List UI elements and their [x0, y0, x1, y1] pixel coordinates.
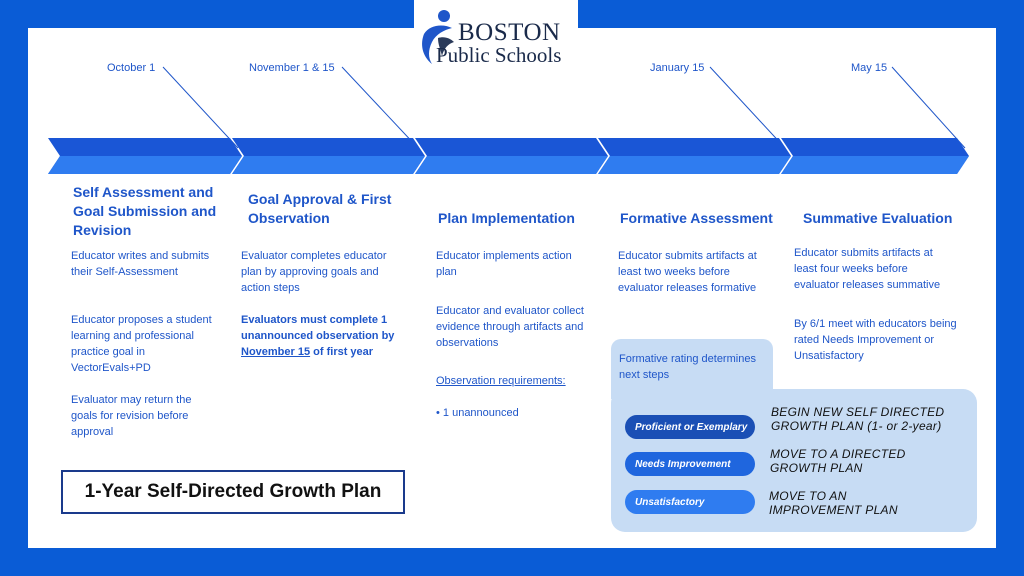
outcome-improvement-plan: MOVE TO AN IMPROVEMENT PLAN [769, 489, 898, 517]
phase2-item-1: Evaluator completes educator plan by approving goals and action steps [241, 250, 387, 294]
phase2-item-2-date: November 15 [241, 346, 311, 358]
phase1-item-2: Educator proposes a student learning and professional practice goal in VectorEvals+PD [71, 314, 212, 374]
leader-line-november [342, 67, 418, 148]
leader-line-may [892, 67, 965, 148]
chevron-lower-highlight [48, 156, 969, 174]
phase3-item-2: Educator and evaluator collect evidence through artifacts and observations [436, 305, 584, 349]
phase2-item-2-bold: Evaluators must complete 1 unannounced observation by [241, 314, 395, 342]
phase-title-formative-assessment: Formative Assessment [620, 210, 773, 226]
observation-requirement-item: • 1 unannounced [436, 407, 519, 419]
phase1-item-3: Evaluator may return the goals for revision before approval [71, 394, 192, 438]
phase5-item-2: By 6/1 meet with educators being rated Needs Improvement or Unsatisfactory [794, 318, 957, 362]
phase4-item-1: Educator submits artifacts at least two weeks before evaluator releases formative [618, 250, 757, 294]
chevron-1-lower [48, 156, 242, 174]
phase-title-plan-implementation: Plan Implementation [438, 210, 575, 226]
phase2-item-2-tail: of first year [313, 346, 374, 358]
date-november: November 1 & 15 [249, 62, 335, 74]
timeline-chevrons [0, 0, 1024, 200]
date-january: January 15 [650, 62, 705, 74]
leader-line-october [163, 67, 238, 148]
phase5-item-1: Educator submits artifacts at least four weeks before evaluator releases summative [794, 247, 941, 291]
leader-lines [163, 67, 965, 148]
phase3-item-1: Educator implements action plan [436, 250, 572, 278]
rating-pill-proficient: Proficient or Exemplary [625, 415, 755, 439]
phase-title-goal-approval: Goal Approval & First Observation [248, 191, 392, 226]
chevron-4-lower [598, 156, 791, 174]
phase2-item-2 [241, 312, 401, 360]
logo-public-schools-text: Public Schools [436, 43, 562, 67]
formative-panel-title: Formative rating determines next steps [619, 353, 756, 381]
chevron-3-lower [415, 156, 608, 174]
chevron-5-lower [781, 156, 969, 174]
logo-boston-text: BOSTON [458, 19, 561, 46]
plan-title: 1-Year Self-Directed Growth Plan [84, 481, 382, 502]
chevron-2-lower [232, 156, 425, 174]
rating-pill-needs-improvement: Needs Improvement [625, 452, 755, 476]
rating-pill-unsatisfactory: Unsatisfactory [625, 490, 755, 514]
phase-title-summative-evaluation: Summative Evaluation [803, 210, 953, 226]
plan-title-box [61, 470, 405, 514]
phase-title-self-assessment: Self Assessment and Goal Submission and Revision [73, 184, 217, 238]
leader-line-january [710, 67, 785, 148]
observation-requirements-heading: Observation requirements: [436, 375, 566, 387]
outcome-new-self-directed-plan: BEGIN NEW SELF DIRECTED GROWTH PLAN (1- or 2-year) [771, 405, 945, 433]
outcome-directed-growth-plan: MOVE TO A DIRECTED GROWTH PLAN [770, 447, 906, 475]
date-may: May 15 [851, 62, 888, 74]
date-october: October 1 [107, 62, 156, 74]
phase1-item-1: Educator writes and submits their Self-Assessment [71, 250, 210, 278]
